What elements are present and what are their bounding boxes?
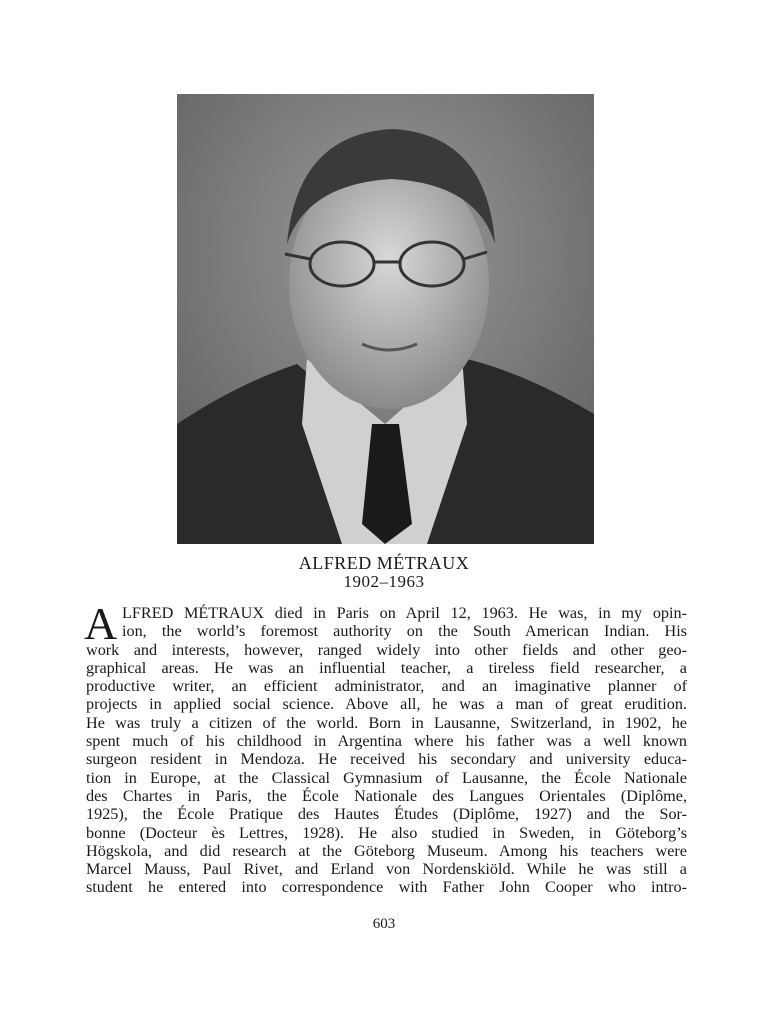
obituary-title: ALFRED MÉTRAUX (298, 553, 470, 573)
text-line: Högskola, and did research at the Göteborg Museum. Among his teachers were (86, 841, 687, 860)
text-line: projects in applied social science. Above all, he was a man of great erudition. (86, 695, 687, 714)
text-line: ion, the world’s foremost authority on the South American Indian. His (122, 622, 687, 641)
text-line: bonne (Docteur ès Lettres, 1928). He also studied in Sweden, in Göteborg’s (86, 823, 687, 842)
drop-cap: A (84, 598, 118, 649)
text-line: LFRED MÉTRAUX died in Paris on April 12, 1963. He was, in my opin- (122, 604, 687, 622)
text-line: graphical areas. He was an influential teacher, a tireless field researcher, a (86, 658, 687, 677)
text-line: student he entered into correspondence with Father John Cooper who intro- (86, 878, 687, 897)
text-line: work and interests, however, ranged widely into other fields and other geo- (86, 640, 687, 659)
text-line: He was truly a citizen of the world. Born in Lausanne, Switzerland, in 1902, he (86, 713, 687, 732)
text-line: 1925), the École Pratique des Hautes Études (Diplôme, 1927) and the Sor- (86, 805, 687, 824)
text-line: productive writer, an efficient administrator, and an imaginative planner of (86, 677, 687, 696)
text-line: surgeon resident in Mendoza. He received his secondary and university educa- (86, 750, 687, 769)
page-number: 603 (372, 916, 396, 932)
text-line: Marcel Mauss, Paul Rivet, and Erland von Nordenskiöld. While he was still a (86, 860, 687, 879)
life-dates: 1902–1963 (343, 572, 425, 591)
text-line: spent much of his childhood in Argentina where his father was a well known (86, 732, 687, 751)
obituary-body (84, 598, 687, 897)
text-line: des Chartes in Paris, the École Nationale des Langues Orientales (Diplôme, (86, 786, 687, 805)
text-line: tion in Europe, at the Classical Gymnasium of Lausanne, the École Nationale (86, 768, 687, 787)
portrait-photo (177, 94, 594, 544)
